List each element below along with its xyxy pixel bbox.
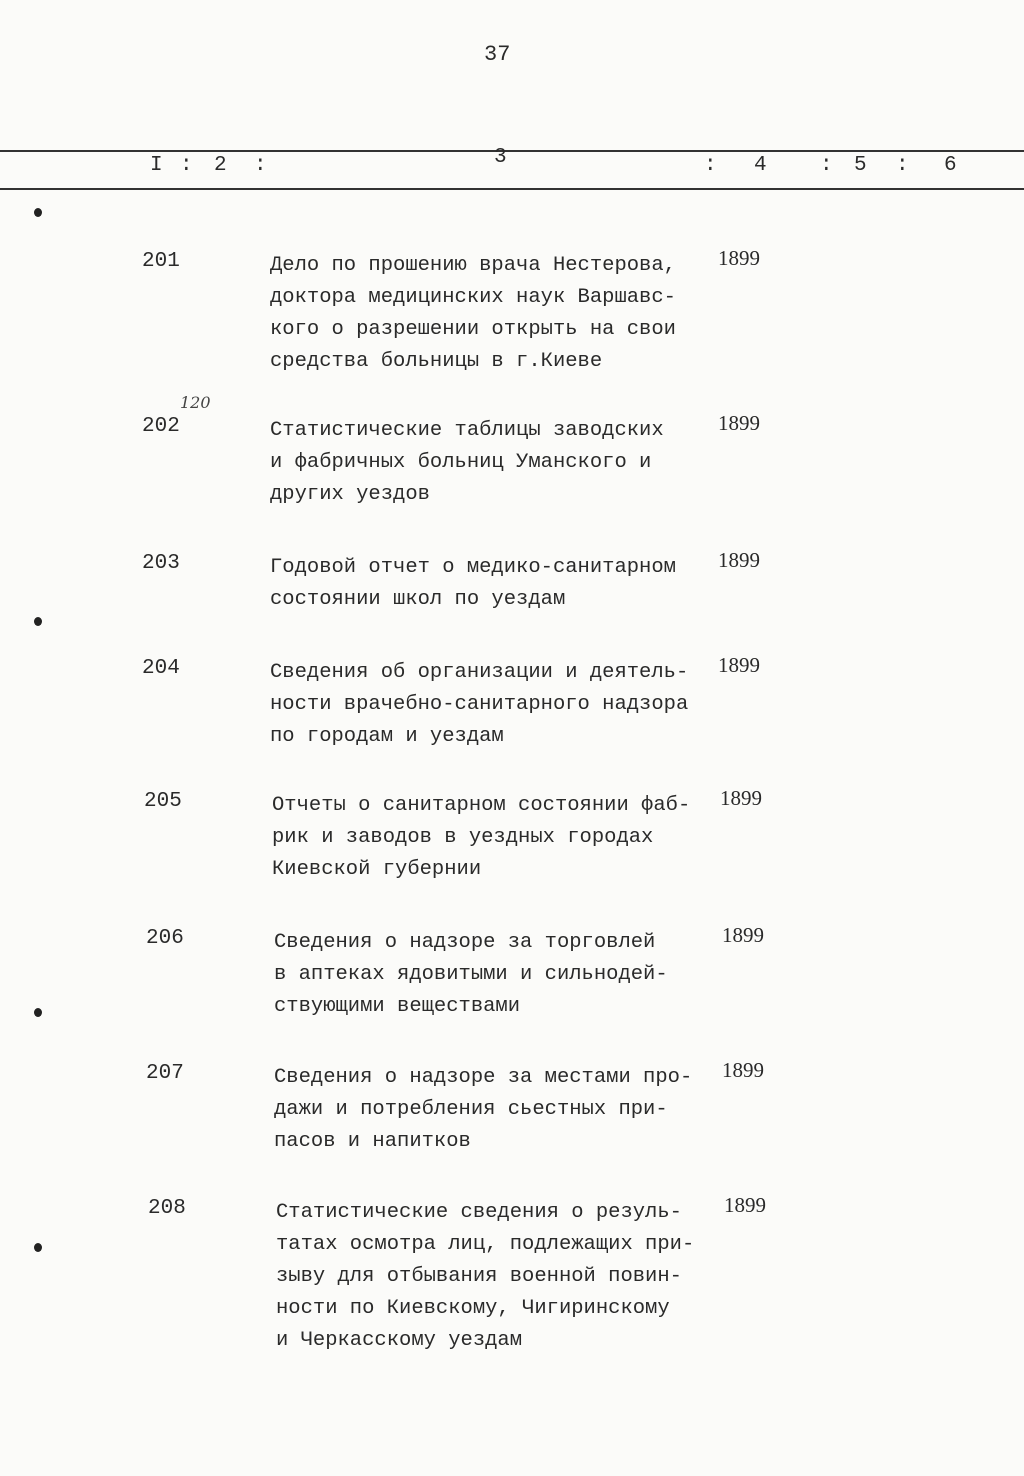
col-3-header: 3 [494, 146, 507, 169]
item-year: 1899 [722, 923, 764, 947]
punch-hole-mark [34, 617, 42, 626]
item-description [270, 250, 676, 378]
item-year: 1899 [722, 1058, 764, 1082]
item-description [270, 415, 664, 511]
description-line: пасов и напитков [274, 1130, 471, 1153]
col-4-header: 4 [754, 154, 767, 177]
description-line: татах осмотра лиц, подлежащих при- [276, 1233, 695, 1256]
item-number: 206 [146, 927, 184, 950]
description-line: ности врачебно-санитарного надзора [270, 693, 689, 716]
item-description [274, 927, 668, 1023]
description-line: зыву для отбывания военной повин- [276, 1265, 682, 1288]
item-number: 207 [146, 1062, 184, 1085]
item-year: 1899 [718, 246, 760, 270]
item-year: 1899 [718, 653, 760, 677]
description-line: средства больницы в г.Киеве [270, 350, 603, 373]
item-year: 1899 [718, 411, 760, 435]
punch-hole-mark [34, 1243, 42, 1252]
description-line: Сведения о надзоре за местами про- [274, 1066, 693, 1089]
description-line: дажи и потребления сьестных при- [274, 1098, 668, 1121]
col-1-header: I [150, 154, 163, 177]
item-number: 202 [142, 415, 180, 438]
handwritten-note: 120 [180, 393, 211, 412]
description-line: ности по Киевскому, Чигиринскому [276, 1297, 670, 1320]
col-6-header: 6 [944, 154, 957, 177]
item-year: 1899 [718, 548, 760, 572]
description-line: по городам и уездам [270, 725, 504, 748]
description-line: и фабричных больниц Уманского и [270, 451, 652, 474]
description-line: рик и заводов в уездных городах [272, 826, 654, 849]
header-top-rule [0, 150, 1024, 152]
description-line: Отчеты о санитарном состоянии фаб- [272, 794, 691, 817]
item-number: 204 [142, 657, 180, 680]
item-description [270, 657, 688, 753]
item-number: 205 [144, 790, 182, 813]
description-line: Сведения об организации и деятель- [270, 661, 689, 684]
description-line: Годовой отчет о медико-санитарном [270, 556, 676, 579]
item-number: 208 [148, 1197, 186, 1220]
item-description [274, 1062, 692, 1158]
item-number: 201 [142, 250, 180, 273]
description-line: Дело по прошению врача Нестерова, [270, 254, 676, 277]
description-line: Статистические сведения о резуль- [276, 1201, 682, 1224]
description-line: в аптеках ядовитыми и сильнодей- [274, 963, 668, 986]
description-line: доктора медицинских наук Варшавс- [270, 286, 676, 309]
item-year: 1899 [724, 1193, 766, 1217]
description-line: Статистические таблицы заводских [270, 419, 664, 442]
item-description [272, 790, 690, 886]
description-line: кого о разрешении открыть на свои [270, 318, 676, 341]
description-line: Киевской губернии [272, 858, 482, 881]
item-description [276, 1197, 694, 1357]
item-description [270, 552, 676, 616]
description-line: ствующими веществами [274, 995, 521, 1018]
item-number: 203 [142, 552, 180, 575]
description-line: и Черкасскому уездам [276, 1329, 523, 1352]
punch-hole-mark [34, 1008, 42, 1017]
description-line: состоянии школ по уездам [270, 588, 566, 611]
col-2-header: 2 [214, 154, 227, 177]
description-line: Сведения о надзоре за торговлей [274, 931, 656, 954]
item-year: 1899 [720, 786, 762, 810]
description-line: других уездов [270, 483, 430, 506]
punch-hole-mark [34, 208, 42, 217]
col-5-header: 5 [854, 154, 867, 177]
page-number: 37 [484, 42, 511, 67]
header-bottom-rule [0, 188, 1024, 190]
